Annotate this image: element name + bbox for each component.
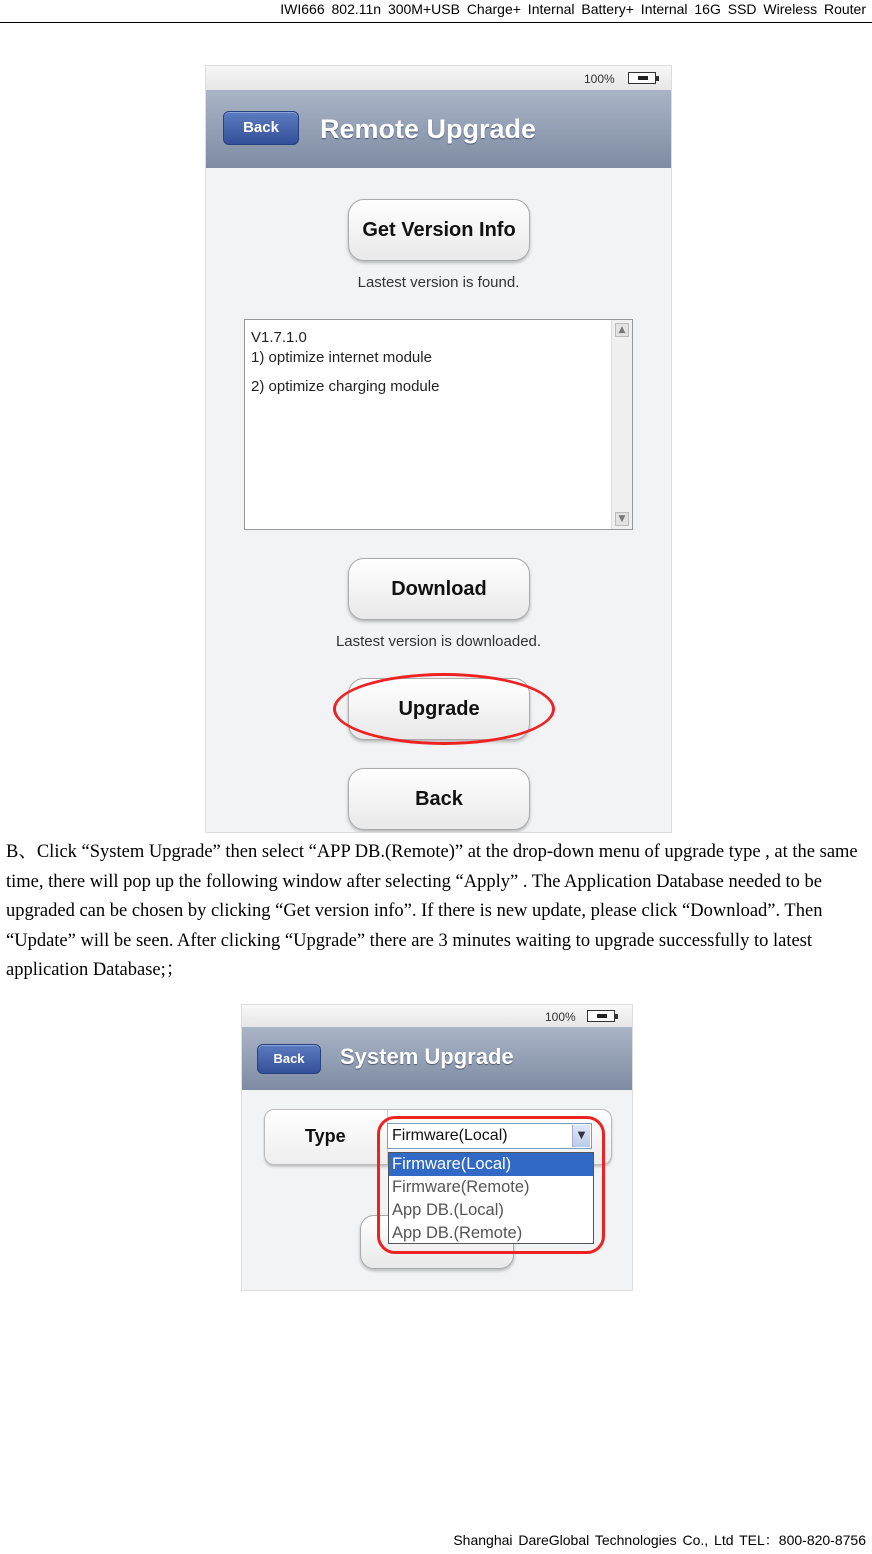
download-button[interactable]: Download: [348, 558, 530, 620]
type-label: Type: [305, 1126, 346, 1146]
header-text: IWI666 802.11n 300M+USB Charge+ Internal Battery+ Internal 16G SSD Wireless Router: [280, 1, 866, 17]
upgrade-button[interactable]: Upgrade: [348, 678, 530, 740]
page-title-2: System Upgrade: [340, 1044, 514, 1069]
back-button[interactable]: Back: [223, 111, 299, 145]
textarea-scrollbar[interactable]: [611, 320, 632, 529]
back-button-2[interactable]: Back: [257, 1044, 321, 1074]
footer-text: Shanghai DareGlobal Technologies Co., Ltd TEL：800-820-8756: [453, 1532, 866, 1548]
page-footer: [453, 1530, 866, 1550]
status-bar-2: [242, 1005, 632, 1027]
title-bar: [206, 90, 671, 168]
status-bar: [206, 66, 671, 90]
instruction-paragraph: B、Click “System Upgrade” then select “APP DB.(Remote)” at the drop-down menu of upgrade type , at the same time, there will pop up the following window after selecting “Apply” . The Application Database needed to be upgraded can be chosen by clicking “Get version info”. If there is new update, please click “Download”. Then “Update” will be seen. After clicking “Upgrade” there are 3 minutes waiting to upgrade successfully to latest application Database;；: [6, 842, 858, 980]
option-firmware-local[interactable]: Firmware(Local): [389, 1153, 593, 1176]
download-status: Lastest version is downloaded.: [335, 633, 542, 650]
title-bar-2: [242, 1027, 632, 1090]
remote-upgrade-screenshot: [205, 65, 672, 833]
get-version-info-button[interactable]: Get Version Info: [348, 199, 530, 261]
version-note-1: 1) optimize internet module: [251, 349, 432, 366]
bottom-back-button[interactable]: Back: [348, 768, 530, 830]
type-select-value: Firmware(Local): [392, 1127, 508, 1144]
highlight-ellipse: [333, 673, 555, 745]
option-appdb-local[interactable]: App DB.(Local): [392, 1201, 504, 1219]
system-upgrade-screenshot: [241, 1004, 633, 1291]
battery-percent-2: 100%: [545, 1010, 576, 1024]
scroll-up-icon[interactable]: ▲: [615, 323, 629, 337]
page-title: Remote Upgrade: [320, 114, 537, 144]
option-appdb-remote[interactable]: App DB.(Remote): [392, 1224, 523, 1242]
battery-percent: 100%: [584, 72, 615, 86]
version-number: V1.7.1.0: [251, 329, 307, 346]
version-notes-textarea[interactable]: [244, 319, 633, 530]
battery-icon: [628, 72, 656, 84]
battery-icon-2: [587, 1010, 615, 1022]
version-status: Lastest version is found.: [357, 274, 520, 291]
page-header: [0, 0, 872, 23]
option-firmware-remote[interactable]: Firmware(Remote): [392, 1178, 530, 1196]
highlight-rectangle: [377, 1116, 605, 1254]
chevron-down-icon[interactable]: ▼: [572, 1125, 590, 1147]
version-note-2: 2) optimize charging module: [251, 378, 440, 395]
scroll-down-icon[interactable]: ▼: [615, 512, 629, 526]
